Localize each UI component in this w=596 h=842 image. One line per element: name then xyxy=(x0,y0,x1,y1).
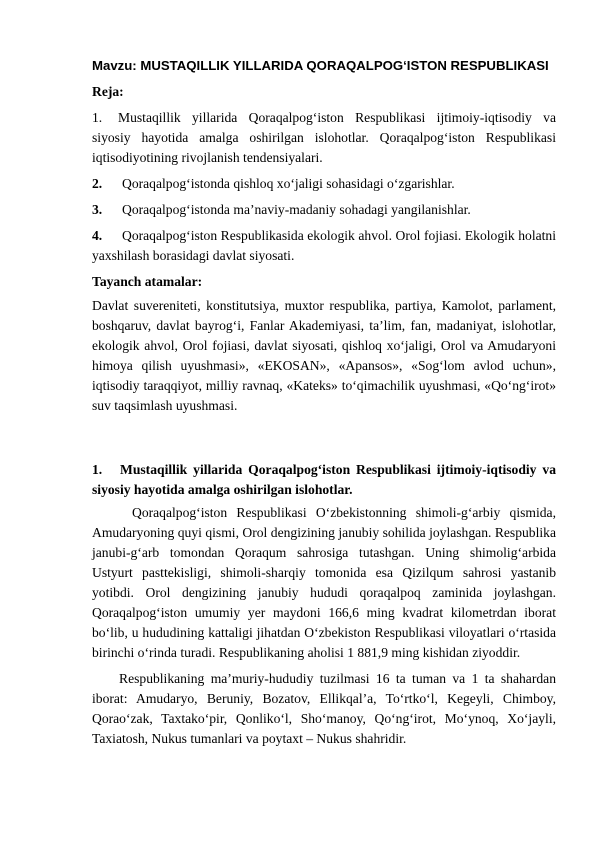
keywords-heading: Tayanch atamalar: xyxy=(92,274,203,289)
topic-title: MUSTAQILLIK YILLARIDA QORAQALPOG‘ISTON RESPUBLIKASI xyxy=(140,58,549,73)
plan-item-text: Qoraqalpog‘istonda ma’naviy-madaniy sohadagi yangilanishlar. xyxy=(122,202,471,217)
section-title xyxy=(92,460,556,500)
document-body xyxy=(92,55,556,749)
plan-item-3 xyxy=(92,200,556,220)
plan-item-text: Mustaqillik yillarida Qoraqalpog‘iston Respublikasi ijtimoiy-iqtisodiy va siyosiy hayotida amalga oshirilgan islohotlar. Qoraqalpog‘iston Respublikasi iqtisodiyotining rivojlanish tendensiyalari. xyxy=(92,110,556,165)
plan-item-number: 3. xyxy=(92,202,103,217)
keywords-text: Davlat suvereniteti, konstitutsiya, muxtor respublika, partiya, Kamolot, parlament, boshqaruv, davlat bayrog‘i, Fanlar Akademiyasi, ta’lim, fan, madaniyat, islohotlar, ekologik ahvol, Orol fojiasi, davlat siyosati, qishloq xo‘jaligi, Orol va Amudaryoni himoya qilish uyushmasi», «EKOSAN», «Apansos», «Sog‘lom avlod uchun», iqtisodiy taraqqiyot, milliy ravnaq, «Kateks» to‘qimachilik uyushmasi, «Qo‘ng‘irot» suv taqsimlash uyushmasi. xyxy=(92,298,556,413)
topic-line xyxy=(92,55,556,76)
plan-item-2 xyxy=(92,174,556,194)
plan-item-text: Qoraqalpog‘iston Respublikasida ekologik ahvol. Orol fojiasi. Ekologik holatni yaxshilash borasidagi davlat siyosati. xyxy=(92,228,556,263)
topic-label: Mavzu: xyxy=(92,58,137,73)
plan-heading: Reja: xyxy=(92,84,124,99)
section-number: 1. xyxy=(92,462,103,477)
plan-item-number: 4. xyxy=(92,228,103,243)
section-paragraph-1: Qoraqalpog‘iston Respublikasi O‘zbekistonning shimoli-g‘arbiy qismida, Amudaryoning quyi qismi, Orol dengizining janubiy sohilida joylashgan. Respublika janubi-g‘arb tomondan Qoraqum sahrosiga tutashgan. Uning shimolig‘arbida Ustyurt pasttekisligi, shimoli-sharqiy tomonida esa Qizilqum sahrosi yastanib yotibdi. Orol dengizining janubiy hududi qoraqalpoq zaminida joylashgan. Qoraqalpog‘iston umumiy yer maydoni 166,6 ming kvadrat kilometrdan iborat bo‘lib, u hududining kattaligi jihatdan O‘zbekiston Respublikasi viloyatlari o‘rtasida birinchi o‘rinda turadi. Respublikaning aholisi 1 881,9 ming kishidan ziyoddir. xyxy=(92,505,556,660)
plan-item-1 xyxy=(92,108,556,168)
plan-item-text: Qoraqalpog‘istonda qishloq xo‘jaligi sohasidagi o‘zgarishlar. xyxy=(122,176,455,191)
plan-item-number: 2. xyxy=(92,176,103,191)
plan-item-4 xyxy=(92,226,556,266)
section-paragraph-2: Respublikaning ma’muriy-hududiy tuzilmasi 16 ta tuman va 1 ta shahardan iborat: Amudaryo, Beruniy, Bozatov, Ellikqal’a, To‘rtko‘l, Kegeyli, Chimboy, Qorao‘zak, Taxtako‘pir, Qonliko‘l, Sho‘manoy, Qo‘ng‘irot, Mo‘ynoq, Xo‘jayli, Taxiatosh, Nukus tumanlari va poytaxt – Nukus shahridir. xyxy=(92,671,556,746)
plan-item-number: 1. xyxy=(92,110,103,125)
section-title-text: Mustaqillik yillarida Qoraqalpog‘iston Respublikasi ijtimoiy-iqtisodiy va siyosiy hayotida amalga oshirilgan islohotlar. xyxy=(92,462,556,497)
